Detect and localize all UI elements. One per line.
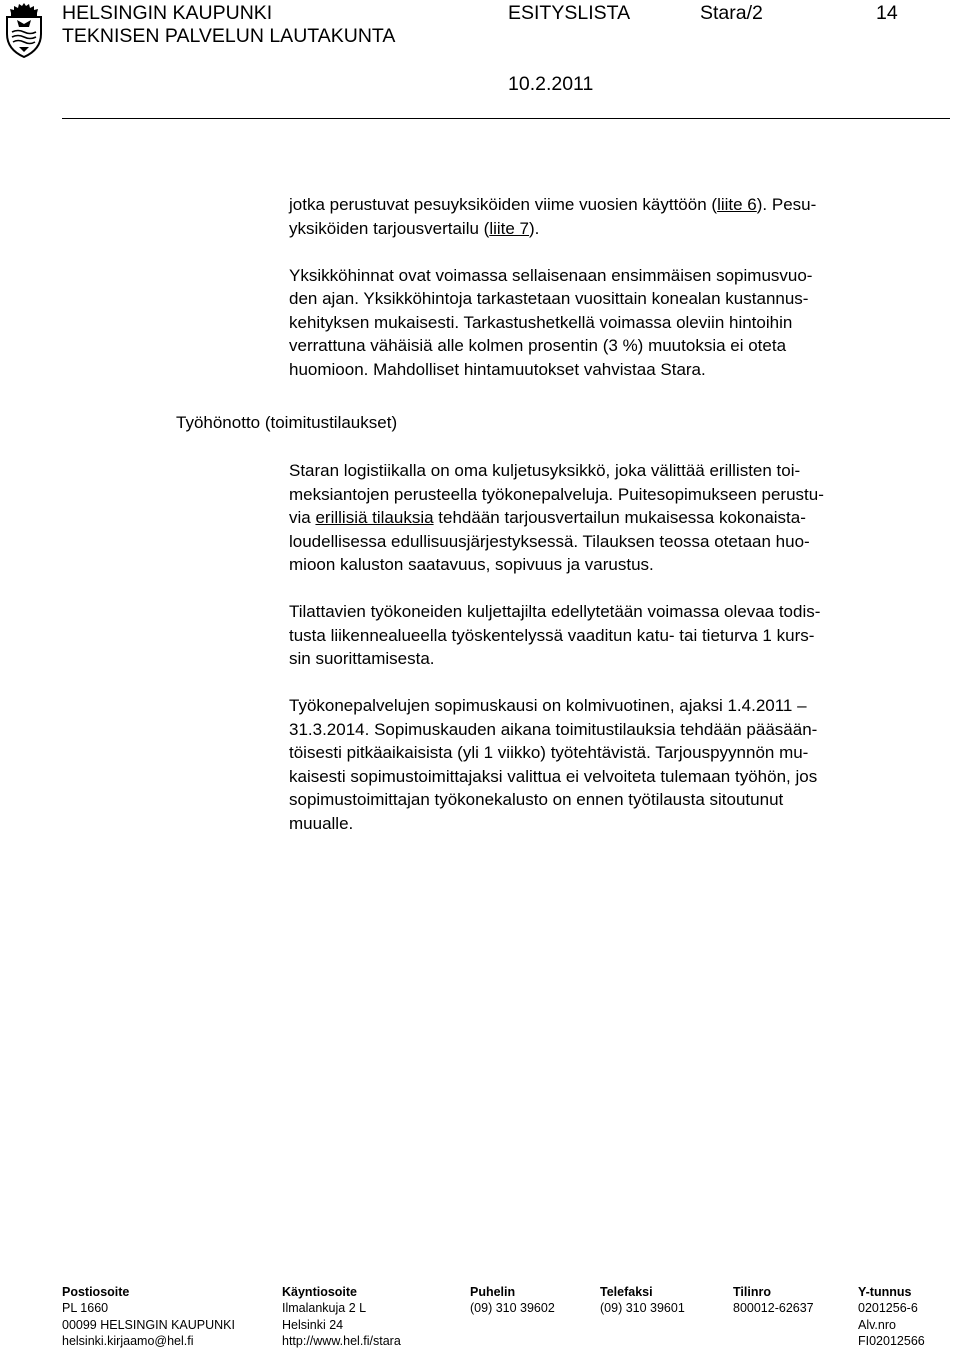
text-line: Tilattavien työkoneiden kuljettajilta edellytetään voimassa olevaa todis- xyxy=(289,602,821,621)
footer-value: (09) 310 39601 xyxy=(600,1301,685,1316)
text-line: verrattuna vähäisiä alle kolmen prosentin (3 %) muutoksia ei oteta xyxy=(289,336,787,355)
paragraph-contract-period xyxy=(289,694,949,835)
footer-postal-address xyxy=(62,1284,235,1349)
text-line: sopimustoimittajan työkonekalusto on ennen työtilausta sitoutunut xyxy=(289,790,784,809)
footer-website: http://www.hel.fi/stara xyxy=(282,1333,401,1348)
paragraph-drivers xyxy=(289,600,949,671)
text: via xyxy=(289,508,316,527)
footer-visiting-address xyxy=(282,1284,401,1349)
paragraph-logistics xyxy=(289,459,949,577)
section-reference: Stara/2 xyxy=(700,2,763,24)
document-type: ESITYSLISTA xyxy=(508,2,631,24)
footer-value: PL 1660 xyxy=(62,1301,109,1316)
text-line: Yksikköhinnat ovat voimassa sellaisenaan ensimmäisen sopimusvuo- xyxy=(289,265,813,285)
footer-label: Postiosoite xyxy=(62,1285,130,1299)
text-line: kehityksen mukaisesti. Tarkastushetkellä voimassa oleviin hintoihin xyxy=(289,312,793,332)
text-line: tusta liikennealueella työskentelyssä vaaditun katu- tai tieturva 1 kurs- xyxy=(289,625,815,645)
attachment-link-7[interactable]: liite 7 xyxy=(489,218,529,238)
text: ). xyxy=(529,218,540,238)
footer-value: Ilmalankuja 2 L xyxy=(282,1301,367,1316)
footer-phone xyxy=(470,1284,555,1317)
header-divider xyxy=(62,118,950,119)
footer-value: FI02012566 xyxy=(858,1333,925,1348)
text: tehdään tarjousvertailun mukaisessa kokonaista- xyxy=(433,508,806,527)
text-line: huomioon. Mahdolliset hintamuutokset vahvistaa Stara. xyxy=(289,359,706,379)
footer-label: Käyntiosoite xyxy=(282,1285,358,1299)
footer-label: Tilinro xyxy=(733,1285,771,1299)
meeting-date: 10.2.2011 xyxy=(508,73,594,95)
page-footer xyxy=(62,1284,950,1350)
footer-value: (09) 310 39602 xyxy=(470,1301,555,1316)
footer-value: 00099 HELSINGIN KAUPUNKI xyxy=(62,1317,235,1332)
footer-email: helsinki.kirjaamo@hel.fi xyxy=(62,1333,194,1348)
text-line: den ajan. Yksikköhintoja tarkastetaan vuosittain konealan kustannus- xyxy=(289,289,809,308)
footer-fax xyxy=(600,1284,685,1317)
text: jotka perustuvat pesuyksiköiden viime vuosien käyttöön ( xyxy=(289,195,718,214)
footer-value: Alv.nro xyxy=(858,1317,896,1332)
attachment-link-6[interactable]: liite 6 xyxy=(717,195,757,214)
text-line: Työkonepalvelujen sopimuskausi on kolmivuotinen, ajaksi 1.4.2011 – xyxy=(289,696,807,715)
footer-label: Puhelin xyxy=(470,1285,516,1299)
footer-account xyxy=(733,1284,814,1317)
text: yksiköiden tarjousvertailu ( xyxy=(289,218,490,238)
text: ). Pesu- xyxy=(756,195,817,214)
text-line: sin suorittamisesta. xyxy=(289,649,435,668)
page-number: 14 xyxy=(876,2,898,24)
helsinki-coat-of-arms-icon xyxy=(4,2,44,58)
footer-value: 800012-62637 xyxy=(733,1301,814,1316)
paragraph-unit-prices xyxy=(289,264,949,382)
committee-name: TEKNISEN PALVELUN LAUTAKUNTA xyxy=(62,25,396,47)
text-line: mioon kaluston saatavuus, sopivuus ja varustus. xyxy=(289,555,654,574)
body-block-b xyxy=(289,459,949,835)
body-block-a xyxy=(289,193,949,381)
text-line: kaisesti sopimustoimittajaksi valittua ei velvoiteta tulemaan työhön, jos xyxy=(289,766,818,786)
text-line: töisesti pitkäaikaisista (yli 1 viikko) työtehtävistä. Tarjouspyynnön mu- xyxy=(289,743,809,762)
footer-value: 0201256-6 xyxy=(858,1301,918,1316)
section-heading: Työhönotto (toimitustilaukset) xyxy=(176,413,398,432)
separate-orders-link[interactable]: erillisiä tilauksia xyxy=(315,508,434,527)
text-line: Staran logistiikalla on oma kuljetusyksikkö, joka välittää erillisten toi- xyxy=(289,461,801,480)
footer-label: Telefaksi xyxy=(600,1285,653,1299)
text-line: 31.3.2014. Sopimuskauden aikana toimitustilauksia tehdään pääsään- xyxy=(289,719,818,739)
organization-name: HELSINGIN KAUPUNKI xyxy=(62,2,273,24)
text-line: muualle. xyxy=(289,813,354,833)
footer-label: Y-tunnus xyxy=(858,1285,912,1299)
paragraph-attachments xyxy=(289,193,949,240)
footer-value: Helsinki 24 xyxy=(282,1317,344,1332)
footer-business-id xyxy=(858,1284,925,1349)
text-line: meksiantojen perusteella työkonepalveluja. Puitesopimukseen perustu- xyxy=(289,484,824,504)
text-line: loudellisessa edullisuusjärjestyksessä. Tilauksen teossa otetaan huo- xyxy=(289,531,810,551)
